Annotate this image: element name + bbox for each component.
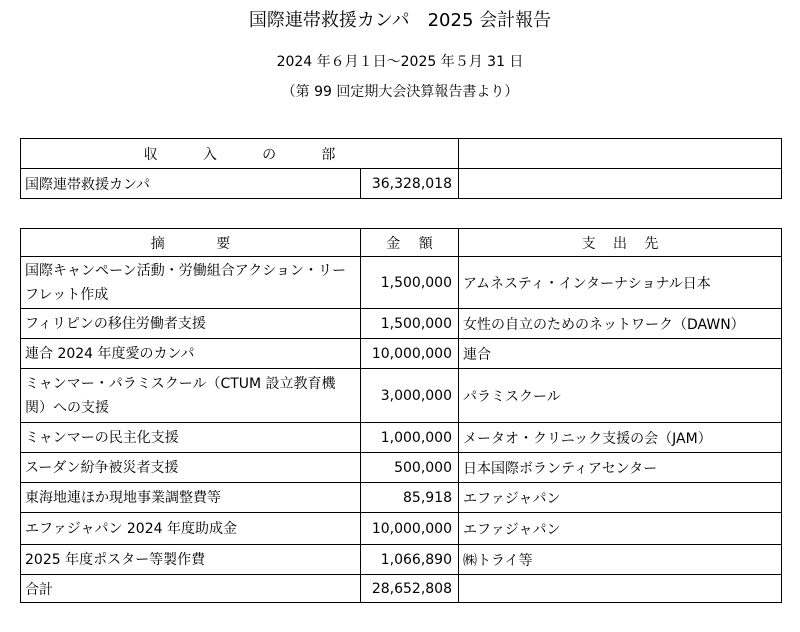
expense-desc: 東海地連ほか現地事業調整費等 xyxy=(21,483,361,513)
expense-row xyxy=(21,513,782,545)
expense-amount: 500,000 xyxy=(361,453,459,483)
expense-desc: 2025 年度ポスター等製作費 xyxy=(21,545,361,575)
expense-payee: アムネスティ・インターナショナル日本 xyxy=(459,257,782,309)
expense-payee: ㈱トライ等 xyxy=(459,545,782,575)
expense-amount: 1,500,000 xyxy=(361,257,459,309)
expense-total-amount: 28,652,808 xyxy=(361,575,459,603)
expense-header-payee-char: 出 xyxy=(612,235,627,252)
expense-header-desc-char: 摘 xyxy=(150,235,165,252)
expense-header-desc xyxy=(21,229,361,257)
expense-amount: 10,000,000 xyxy=(361,513,459,545)
expense-total-payee xyxy=(459,575,782,603)
expense-header-row xyxy=(21,229,782,257)
expense-header-amount xyxy=(361,229,459,257)
expense-desc: ミャンマー・パラミスクール（CTUM 設立教育機関）への支援 xyxy=(21,369,361,423)
expense-payee: エファジャパン xyxy=(459,483,782,513)
expense-amount: 1,066,890 xyxy=(361,545,459,575)
report-source-note: （第 99 回定期大会決算報告書より） xyxy=(281,84,519,100)
income-header-char: の xyxy=(262,146,277,163)
expense-payee: 連合 xyxy=(459,339,782,369)
expense-row xyxy=(21,309,782,339)
expense-row xyxy=(21,339,782,369)
expense-row xyxy=(21,423,782,453)
income-row xyxy=(21,169,782,199)
expense-header-payee-char: 支 xyxy=(581,235,596,252)
expense-table xyxy=(20,228,782,603)
expense-header-amount-char: 額 xyxy=(418,235,433,252)
expense-row xyxy=(21,257,782,309)
income-header-char: 収 xyxy=(143,146,158,163)
expense-desc: 国際キャンペーン活動・労働組合アクション・リーフレット作成 xyxy=(21,257,361,309)
expense-amount: 3,000,000 xyxy=(361,369,459,423)
expense-payee: 日本国際ボランティアセンター xyxy=(459,453,782,483)
expense-payee: エファジャパン xyxy=(459,513,782,545)
income-header-char: 部 xyxy=(321,146,336,163)
expense-desc: スーダン紛争被災者支援 xyxy=(21,453,361,483)
expense-payee: 女性の自立のためのネットワーク（DAWN） xyxy=(459,309,782,339)
income-label: 国際連帯救援カンパ xyxy=(21,169,361,199)
expense-header-desc-char: 要 xyxy=(216,235,231,252)
expense-desc: フィリピンの移住労働者支援 xyxy=(21,309,361,339)
report-period: 2024 年６月１日～2025 年５月 31 日 xyxy=(276,54,524,70)
expense-desc: エファジャパン 2024 年度助成金 xyxy=(21,513,361,545)
expense-row xyxy=(21,483,782,513)
expense-payee: パラミスクール xyxy=(459,369,782,423)
expense-desc: ミャンマーの民主化支援 xyxy=(21,423,361,453)
income-note xyxy=(459,169,782,199)
income-header-cell xyxy=(21,139,459,169)
expense-row xyxy=(21,369,782,423)
expense-amount: 1,500,000 xyxy=(361,309,459,339)
expense-payee: メータオ・クリニック支援の会（JAM） xyxy=(459,423,782,453)
income-header-char: 入 xyxy=(202,146,217,163)
expense-amount: 1,000,000 xyxy=(361,423,459,453)
expense-amount: 85,918 xyxy=(361,483,459,513)
expense-desc: 連合 2024 年度愛のカンパ xyxy=(21,339,361,369)
expense-amount: 10,000,000 xyxy=(361,339,459,369)
expense-total-label: 合計 xyxy=(21,575,361,603)
income-header-empty-cell xyxy=(459,139,782,169)
income-header-row xyxy=(21,139,782,169)
income-table xyxy=(20,138,782,199)
expense-header-payee xyxy=(459,229,782,257)
expense-header-amount-char: 金 xyxy=(386,235,401,252)
expense-total-row xyxy=(21,575,782,603)
income-amount: 36,328,018 xyxy=(361,169,459,199)
expense-header-payee-char: 先 xyxy=(644,235,659,252)
document-title: 国際連帯救援カンパ 2025 会計報告 xyxy=(248,10,552,31)
expense-row xyxy=(21,545,782,575)
expense-row xyxy=(21,453,782,483)
